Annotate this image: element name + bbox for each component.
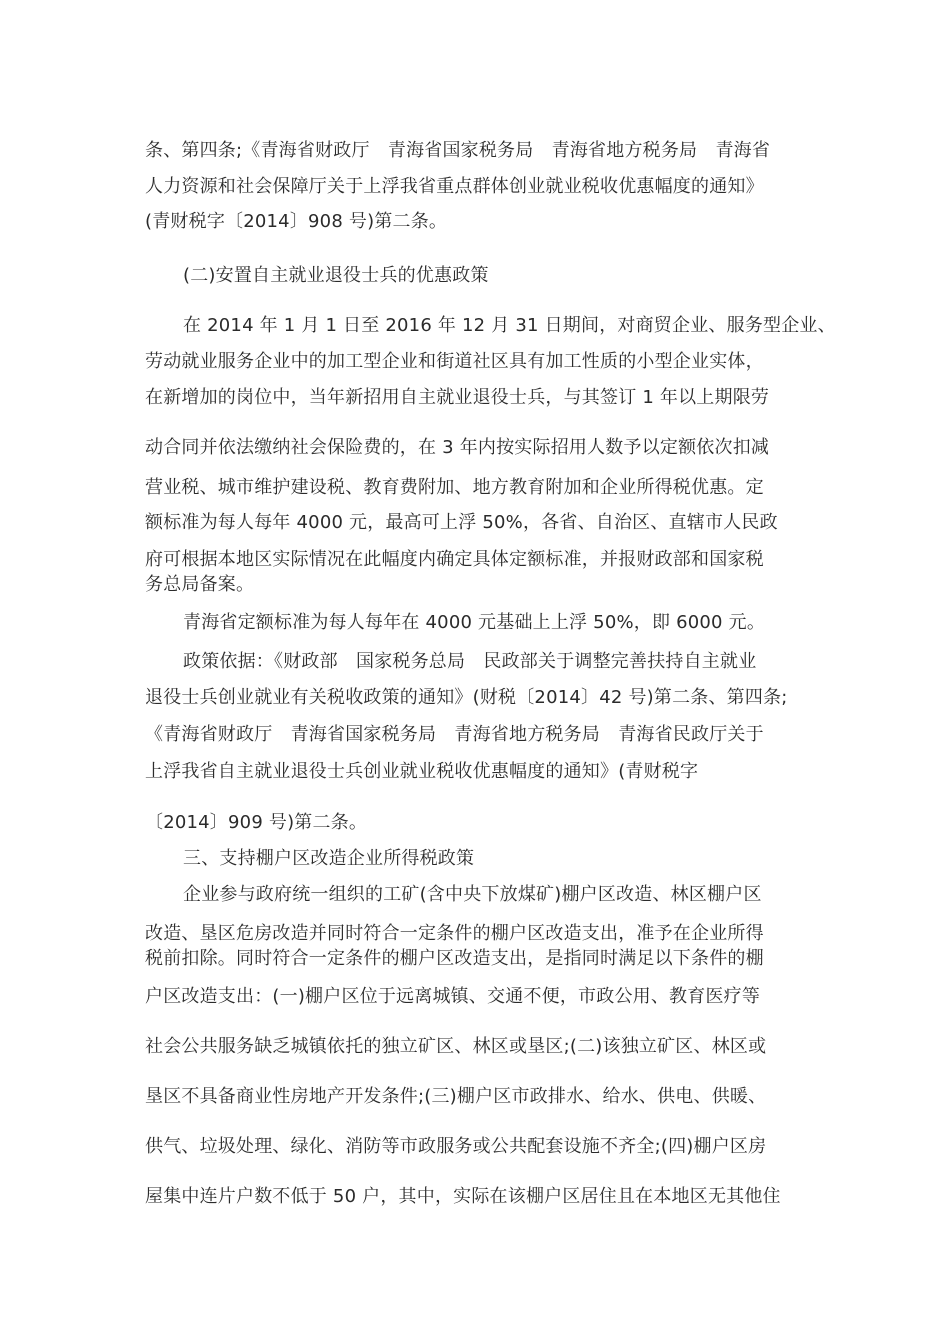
- text-line-22: 税前扣除。同时符合一定条件的棚户区改造支出，是指同时满足以下条件的棚: [145, 948, 764, 969]
- text-line-5: 在 2014 年 1 月 1 日至 2016 年 12 月 31 日期间，对商贸企业、服务型企业、: [183, 315, 836, 336]
- text-line-15: 退役士兵创业就业有关税收政策的通知》(财税〔2014〕42 号)第二条、第四条;: [145, 687, 788, 708]
- text-line-20: 企业参与政府统一组织的工矿(含中央下放煤矿)棚户区改造、林区棚户区: [183, 884, 762, 905]
- text-line-18: 〔2014〕909 号)第二条。: [145, 812, 368, 833]
- text-line-10: 额标准为每人每年 4000 元，最高可上浮 50%，各省、自治区、直辖市人民政: [145, 512, 778, 533]
- text-line-14: 政策依据：《财政部 国家税务总局 民政部关于调整完善扶持自主就业: [183, 651, 757, 672]
- text-line-25: 垦区不具备商业性房地产开发条件;(三)棚户区市政排水、给水、供电、供暖、: [145, 1086, 767, 1107]
- text-line-7: 在新增加的岗位中，当年新招用自主就业退役士兵，与其签订 1 年以上期限劳: [145, 387, 770, 408]
- text-line-24: 社会公共服务缺乏城镇依托的独立矿区、林区或垦区;(二)该独立矿区、林区或: [145, 1036, 767, 1057]
- text-line-26: 供气、垃圾处理、绿化、消防等市政服务或公共配套设施不齐全;(四)棚户区房: [145, 1136, 767, 1157]
- text-line-11: 府可根据本地区实际情况在此幅度内确定具体定额标准，并报财政部和国家税: [145, 549, 764, 570]
- text-line-27: 屋集中连片户数不低于 50 户，其中，实际在该棚户区居住且在本地区无其他住: [145, 1186, 781, 1207]
- text-line-1: 条、第四条;《青海省财政厅 青海省国家税务局 青海省地方税务局 青海省: [145, 140, 771, 161]
- section-heading-3: 三、支持棚户区改造企业所得税政策: [183, 848, 475, 869]
- text-line-12: 务总局备案。: [145, 574, 255, 595]
- text-line-9: 营业税、城市维护建设税、教育费附加、地方教育附加和企业所得税优惠。定: [145, 477, 764, 498]
- text-line-17: 上浮我省自主就业退役士兵创业就业税收优惠幅度的通知》(青财税字: [145, 761, 699, 782]
- text-line-2: 人力资源和社会保障厅关于上浮我省重点群体创业就业税收优惠幅度的通知》: [145, 176, 764, 197]
- section-heading-2: (二)安置自主就业退役士兵的优惠政策: [183, 265, 489, 286]
- text-line-13: 青海省定额标准为每人每年在 4000 元基础上上浮 50%，即 6000 元。: [183, 612, 766, 633]
- text-line-23: 户区改造支出：(一)棚户区位于远离城镇、交通不便，市政公用、教育医疗等: [145, 986, 761, 1007]
- text-line-21: 改造、垦区危房改造并同时符合一定条件的棚户区改造支出，准予在企业所得: [145, 923, 764, 944]
- text-line-8: 动合同并依法缴纳社会保险费的，在 3 年内按实际招用人数予以定额依次扣减: [145, 437, 770, 458]
- text-line-16: 《青海省财政厅 青海省国家税务局 青海省地方税务局 青海省民政厅关于: [145, 724, 764, 745]
- text-line-3: (青财税字〔2014〕908 号)第二条。: [145, 211, 448, 232]
- text-line-6: 劳动就业服务企业中的加工型企业和街道社区具有加工性质的小型企业实体，: [145, 351, 764, 372]
